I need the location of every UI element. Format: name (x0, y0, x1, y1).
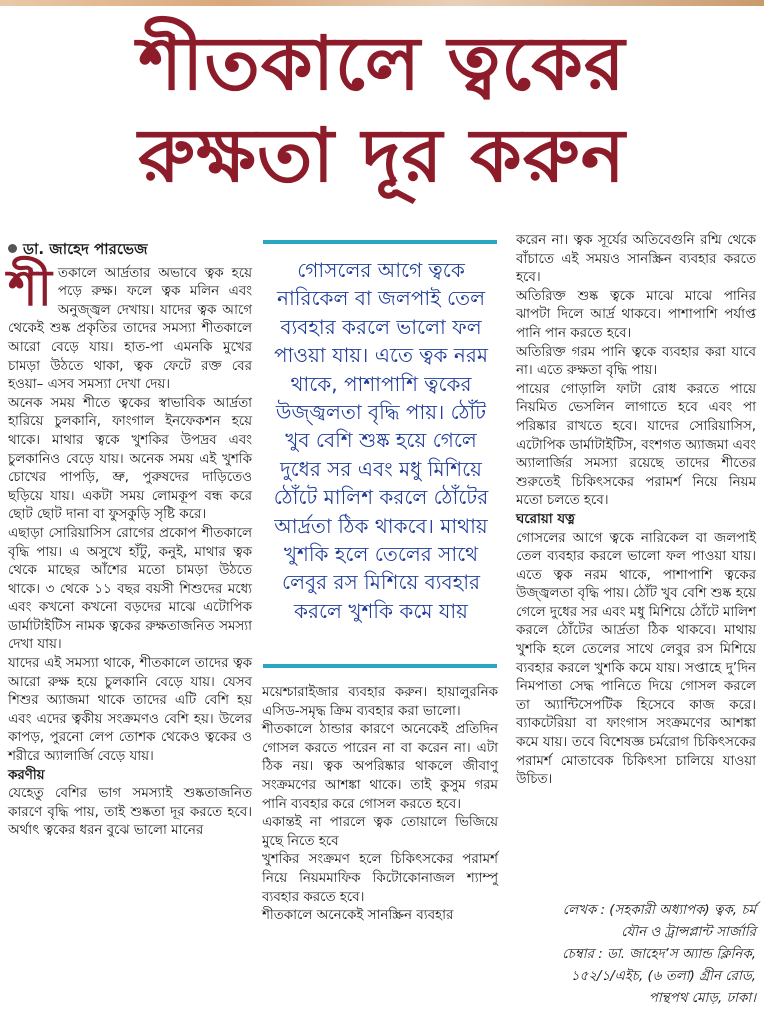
paragraph: এছাড়া সোরিয়াসিস রোগের প্রকোপ শীতকালে বৃদ্ধি পায়। এ অসুখে হাঁটু, কনুই, মাথার ত্বক থেকে মাছের আঁশের মতো চামড়া উঠতে থাকে। ৩ থেকে ১১ বছর বয়সী শিশুদের মধ্যে এবং কখনো কখনো বড়দের মাঝে এটোপিক ডার্মাটাইটিস নামক ত্বকের রুক্ষতাজনিত সমস্যা দেখা যায়। (8, 525, 252, 653)
column-3 (516, 232, 756, 790)
column-2 (262, 684, 498, 926)
paragraph: অনেক সময় শীতে ত্বকের স্বাভাবিক আর্দ্রতা হারিয়ে চুলকানি, ফাংগাল ইনফেকশন হয়ে থাকে। মাথার ত্বকে খুশকির উপদ্রব এবং চুলকানিও বেড়ে যায়। অনেক সময় এই খুশকি চোখের পাপড়ি, ভ্রু, পুরুষদের দাড়িতেও ছড়িয়ে যায়। একটা সময় লোমকূপ বন্ধ করে ছোট ছোট দানা বা ফুসকুড়ি সৃষ্টি করে। (8, 395, 252, 523)
subhead-actions: করণীয় (8, 767, 45, 783)
paragraph: যাদের এই সমস্যা থাকে, শীতকালে তাদের ত্বক আরো রুক্ষ হয়ে চুলকানি বেড়ে যায়। যেসব শিশুর অ্যাজমা থাকে তাদের এটি বেশি হয় এবং এদের ত্বকীয় সংক্রমণও বেশি হয়। উলের কাপড়, পুরনো লেপ তোশক থেকেও ত্বকের ও শরীরে অ্যালার্জি বেড়ে যায়। (8, 656, 252, 765)
drop-cap: শী (8, 257, 52, 317)
column-1 (8, 240, 252, 841)
paragraph: করেন না। ত্বক সূর্যের অতিবেগুনি রশ্মি থেকে বাঁচাতে এই সময়ও সানস্ক্রিন ব্যবহার করতে হবে। (516, 233, 756, 286)
byline (8, 240, 252, 259)
author-credit (516, 900, 756, 1010)
headline-line-2: রুক্ষতা দূর করুন (138, 113, 626, 199)
paragraph: শীতকালে অনেকেই সানস্ক্রিন ব্যবহার (262, 908, 454, 924)
pull-quote: গোসলের আগে ত্বকে নারিকেল বা জলপাই তেল ব্যবহার করলে ভালো ফল পাওয়া যায়। এতে ত্বক নরম থাকে, পাশাপাশি ত্বকের উজ্জ্বলতা বৃদ্ধি পায়। ঠোঁট খুব বেশি শুষ্ক হয়ে গেলে দুধের সর এবং মধু মিশিয়ে ঠোঁটে মালিশ করলে ঠোঁটের আর্দ্রতা ঠিক থাকবে। মাথায় খুশকি হলে তেলের সাথে লেবুর রস মিশিয়ে ব্যবহার করলে খুশকি কমে যায় (273, 258, 489, 623)
bullet-icon (8, 244, 17, 253)
subhead-home-care: ঘরোয়া যত্ন (516, 511, 575, 527)
pullquote-top-rule (263, 240, 497, 244)
paragraph: অতিরিক্ত গরম পানি ত্বকে ব্যবহার করা যাবে না। এতে রুক্ষতা বৃদ্ধি পায়। (516, 344, 756, 379)
headline-line-1: শীতকালে ত্বকের (138, 21, 626, 107)
paragraph: গোসলের আগে ত্বকে নারিকেল বা জলপাই তেল ব্যবহার করলে ভালো ফল পাওয়া যায়। এতে ত্বক নরম থাকে, পাশাপাশি ত্বকের উজ্জ্বলতা বৃদ্ধি পায়। ঠোঁট খুব বেশি শুষ্ক হয়ে গেলে দুধের সর এবং মধু মিশিয়ে ঠোঁটে মালিশ করলে ঠোঁটের আর্দ্রতা ঠিক থাকবে। মাথায় খুশকি হলে তেলের সাথে লেবুর রস মিশিয়ে ব্যবহার করলে খুশকি কমে যায়। সপ্তাহে দু’দিন নিমপাতা সেদ্ধ পানিতে দিয়ে গোসল করলে তা অ্যান্টিসেপটিক হিসেবে কাজ করে। ব্যাকটেরিয়া বা ফাংগাস সংক্রমণের আশঙ্কা কমে যায়। তবে বিশেষজ্ঞ চর্মরোগ চিকিৎসকের পরামর্শ মোতাবেক চিকিৎসা চালিয়ে যাওয়া উচিত। (516, 530, 756, 788)
credit-line: চেম্বার : ডা. জাহেদ’স অ্যান্ড ক্লিনিক, (562, 947, 756, 962)
author-name: ডা. জাহেদ পারভেজ (23, 240, 148, 258)
credit-line: পান্থপথ মোড়, ঢাকা। (648, 991, 756, 1006)
paragraph: অতিরিক্ত শুষ্ক ত্বকে মাঝে মাঝে পানির ঝাপটা দিলে আর্দ্র থাকবে। পাশাপাশি পর্যাপ্ত পানি পান করতে হবে। (516, 288, 756, 341)
paragraph: একান্তই না পারলে ত্বক তোয়ালে ভিজিয়ে মুছে নিতে হবে (262, 815, 498, 849)
top-photo-strip (0, 0, 764, 6)
headline (0, 18, 764, 202)
paragraph: পায়ের গোড়ালি ফাটা রোধ করতে পায়ে নিয়মিত ভেসলিন লাগাতে হবে এবং পা পরিষ্কার রাখতে হবে। যাদের সোরিয়াসিস, এটোপিক ডার্মাটাইটিস, বংশগত অ্যাজমা এবং অ্যালার্জির সমস্যা রয়েছে তাদের শীতের শুরুতেই চিকিৎসকের পরামর্শ নিয়ে নিয়ম মতো চলতে হবে। (516, 381, 756, 509)
paragraph: খুশকির সংক্রমণ হলে চিকিৎসকের পরামর্শ নিয়ে নিয়মমাফিক কিটোকোনাজল শ্যাম্পু ব্যবহার করতে হবে। (262, 852, 498, 905)
paragraph: ময়েশ্চারাইজার ব্যবহার করুন। হায়ালুরনিক এসিড-সমৃদ্ধ ক্রিম ব্যবহার করা ভালো। (262, 685, 498, 719)
credit-line: যৌন ও ট্রান্সপ্লান্ট সার্জারি (621, 925, 756, 940)
paragraph: শীতকালে আর্দ্রতার অভাবে ত্বক হয়ে পড়ে রুক্ষ। ফলে ত্বক মলিন এবং অনুজ্জ্বল দেখায়। যাদের ত্বক আগে থেকেই শুষ্ক প্রকৃতির তাদের সমস্যা শীতকালে আরো বেড়ে যায়। হাত-পা এমনকি মুখের চামড়া উঠতে থাকা, ত্বক ফেটে রক্ত বের হওয়া– এসব সমস্যা দেখা দেয়। (8, 257, 252, 393)
credit-line: লেখক : (সহকারী অধ্যাপক) ত্বক, চর্ম (562, 903, 756, 918)
paragraph: শীতকালে ঠান্ডার কারণে অনেকেই প্রতিদিন গোসল করতে পারেন না বা করেন না। এটা ঠিক নয়। ত্বক অপরিষ্কার থাকলে জীবাণু সংক্রমণের আশঙ্কা থাকে। তাই কুসুম গরম পানি ব্যবহার করে গোসল করতে হবে। (262, 722, 498, 812)
credit-line: ১৫২/১/এইচ, (৬ তলা) গ্রীন রোড, (570, 969, 756, 984)
paragraph: যেহেতু বেশির ভাগ সমস্যাই শুষ্কতাজনিত কারণে বৃদ্ধি পায়, তাই শুষ্কতা দূর করতে হবে। অর্থাৎ ত্বকের ধরন বুঝে ভালো মানের (8, 786, 252, 839)
pullquote-bottom-rule (263, 664, 497, 668)
